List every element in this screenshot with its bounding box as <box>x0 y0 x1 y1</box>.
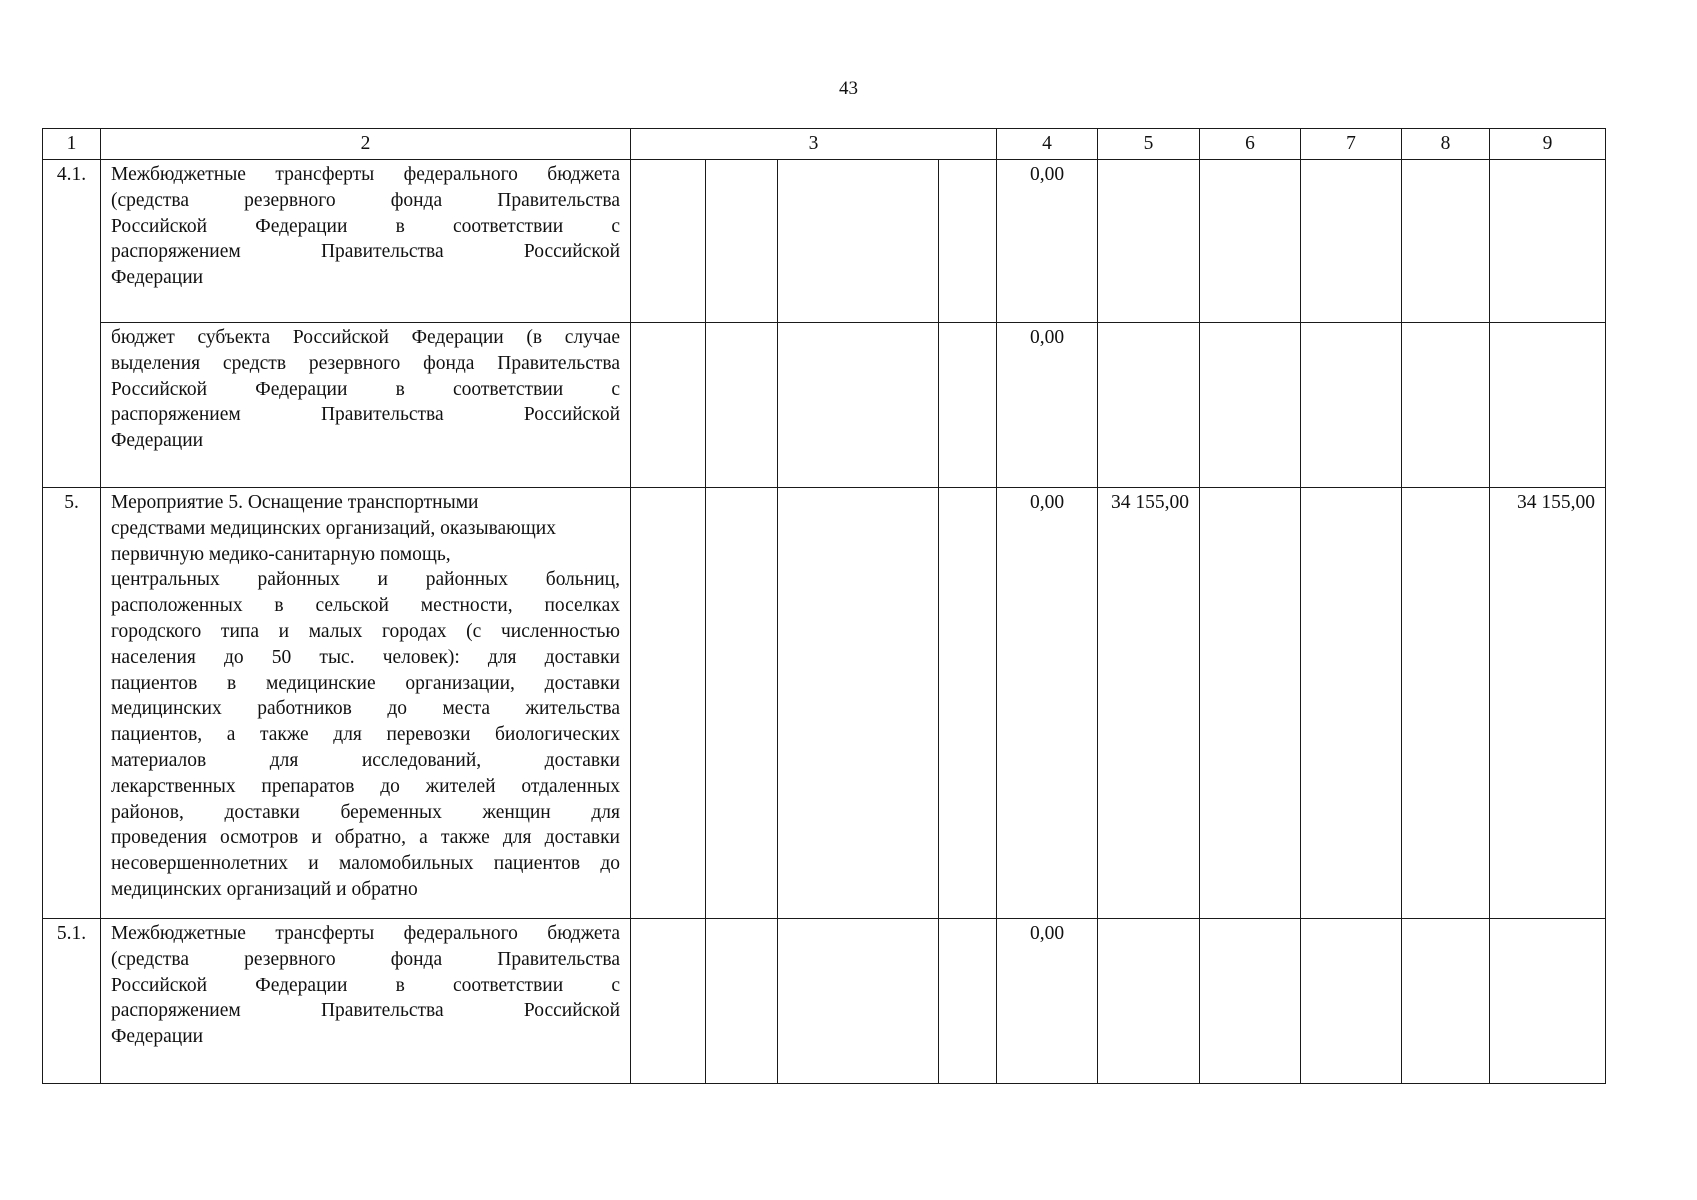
empty-cell <box>631 919 706 1084</box>
description-line: первичную медико-санитарную помощь, <box>111 543 451 565</box>
row-description <box>101 160 631 323</box>
col9-value <box>1490 323 1606 488</box>
description-line: (средства резервного фонда Правительства <box>111 189 620 211</box>
description-line: пациентов, а также для перевозки биологических <box>111 724 620 746</box>
empty-cell <box>939 488 997 919</box>
description-line: медицинских работников до места жительства <box>111 698 620 720</box>
empty-cell <box>1200 323 1301 488</box>
header-cell: 7 <box>1301 129 1402 160</box>
description-line: распоряжением Правительства Российской <box>111 404 620 426</box>
budget-table <box>42 128 1606 1084</box>
empty-cell <box>631 323 706 488</box>
description-line: Межбюджетные трансферты федерального бюджета <box>111 164 620 185</box>
description-line: проведения осмотров и обратно, а также для доставки <box>111 827 620 849</box>
description-line: лекарственных препаратов до жителей отдаленных <box>111 775 620 797</box>
description-line: Российской Федерации в соответствии с <box>111 974 620 996</box>
table-row <box>43 323 1606 488</box>
col9-value <box>1490 160 1606 323</box>
col5-value: 34 155,00 <box>1098 488 1200 919</box>
empty-cell <box>1301 160 1402 323</box>
description-line: городского типа и малых городах (с численностью <box>111 620 620 642</box>
table-row <box>43 160 1606 323</box>
col9-value <box>1490 919 1606 1084</box>
description-line: выделения средств резервного фонда Правительства <box>111 352 620 374</box>
description-line: Мероприятие 5. Оснащение транспортными <box>111 492 479 513</box>
empty-cell <box>1301 919 1402 1084</box>
empty-cell <box>939 160 997 323</box>
empty-cell <box>778 488 939 919</box>
table-row <box>43 488 1606 919</box>
row-number: 5. <box>43 488 101 919</box>
empty-cell <box>631 160 706 323</box>
header-cell: 9 <box>1490 129 1606 160</box>
description-line: Российской Федерации в соответствии с <box>111 378 620 400</box>
col5-value <box>1098 919 1200 1084</box>
page-number: 43 <box>839 78 858 99</box>
row-description <box>101 323 631 488</box>
empty-cell <box>1402 160 1490 323</box>
empty-cell <box>778 919 939 1084</box>
description-line: бюджет субъекта Российской Федерации (в случае <box>111 327 620 348</box>
col5-value <box>1098 160 1200 323</box>
header-cell: 8 <box>1402 129 1490 160</box>
header-cell: 1 <box>43 129 101 160</box>
description-line: расположенных в сельской местности, поселках <box>111 595 620 617</box>
description-line: Федерации <box>111 1026 204 1048</box>
table-header-row <box>43 129 1606 160</box>
empty-cell <box>1200 160 1301 323</box>
description-line: районов, доставки беременных женщин для <box>111 801 620 823</box>
empty-cell <box>706 919 778 1084</box>
description-line: Федерации <box>111 267 204 289</box>
description-line: Российской Федерации в соответствии с <box>111 215 620 237</box>
empty-cell <box>1301 488 1402 919</box>
empty-cell <box>1402 488 1490 919</box>
empty-cell <box>939 323 997 488</box>
empty-cell <box>1402 323 1490 488</box>
empty-cell <box>1200 919 1301 1084</box>
empty-cell <box>939 919 997 1084</box>
description-line: медицинских организаций и обратно <box>111 878 418 900</box>
description-line: пациентов в медицинские организации, доставки <box>111 672 620 694</box>
header-cell: 2 <box>101 129 631 160</box>
description-line: средствами медицинских организаций, оказывающих <box>111 517 556 539</box>
row-description <box>101 919 631 1084</box>
description-line: несовершеннолетних и маломобильных пациентов до <box>111 853 620 875</box>
row-description <box>101 488 631 919</box>
header-cell: 3 <box>631 129 997 160</box>
empty-cell <box>778 160 939 323</box>
col4-value: 0,00 <box>997 488 1098 919</box>
col4-value: 0,00 <box>997 160 1098 323</box>
description-line: населения до 50 тыс. человек): для доставки <box>111 646 620 668</box>
empty-cell <box>631 488 706 919</box>
header-cell: 6 <box>1200 129 1301 160</box>
description-line: центральных районных и районных больниц, <box>111 569 620 591</box>
description-line: (средства резервного фонда Правительства <box>111 948 620 970</box>
description-line: распоряжением Правительства Российской <box>111 1000 620 1022</box>
empty-cell <box>1200 488 1301 919</box>
row-number <box>43 323 101 488</box>
col9-value: 34 155,00 <box>1490 488 1606 919</box>
description-line: Федерации <box>111 430 204 452</box>
header-cell: 4 <box>997 129 1098 160</box>
row-number: 5.1. <box>43 919 101 1084</box>
empty-cell <box>1301 323 1402 488</box>
empty-cell <box>706 488 778 919</box>
col5-value <box>1098 323 1200 488</box>
header-cell: 5 <box>1098 129 1200 160</box>
empty-cell <box>1402 919 1490 1084</box>
description-line: Межбюджетные трансферты федерального бюджета <box>111 923 620 944</box>
col4-value: 0,00 <box>997 323 1098 488</box>
description-line: материалов для исследований, доставки <box>111 749 620 771</box>
empty-cell <box>778 323 939 488</box>
col4-value: 0,00 <box>997 919 1098 1084</box>
description-line: распоряжением Правительства Российской <box>111 241 620 263</box>
table-row <box>43 919 1606 1084</box>
empty-cell <box>706 323 778 488</box>
row-number: 4.1. <box>43 160 101 323</box>
empty-cell <box>706 160 778 323</box>
